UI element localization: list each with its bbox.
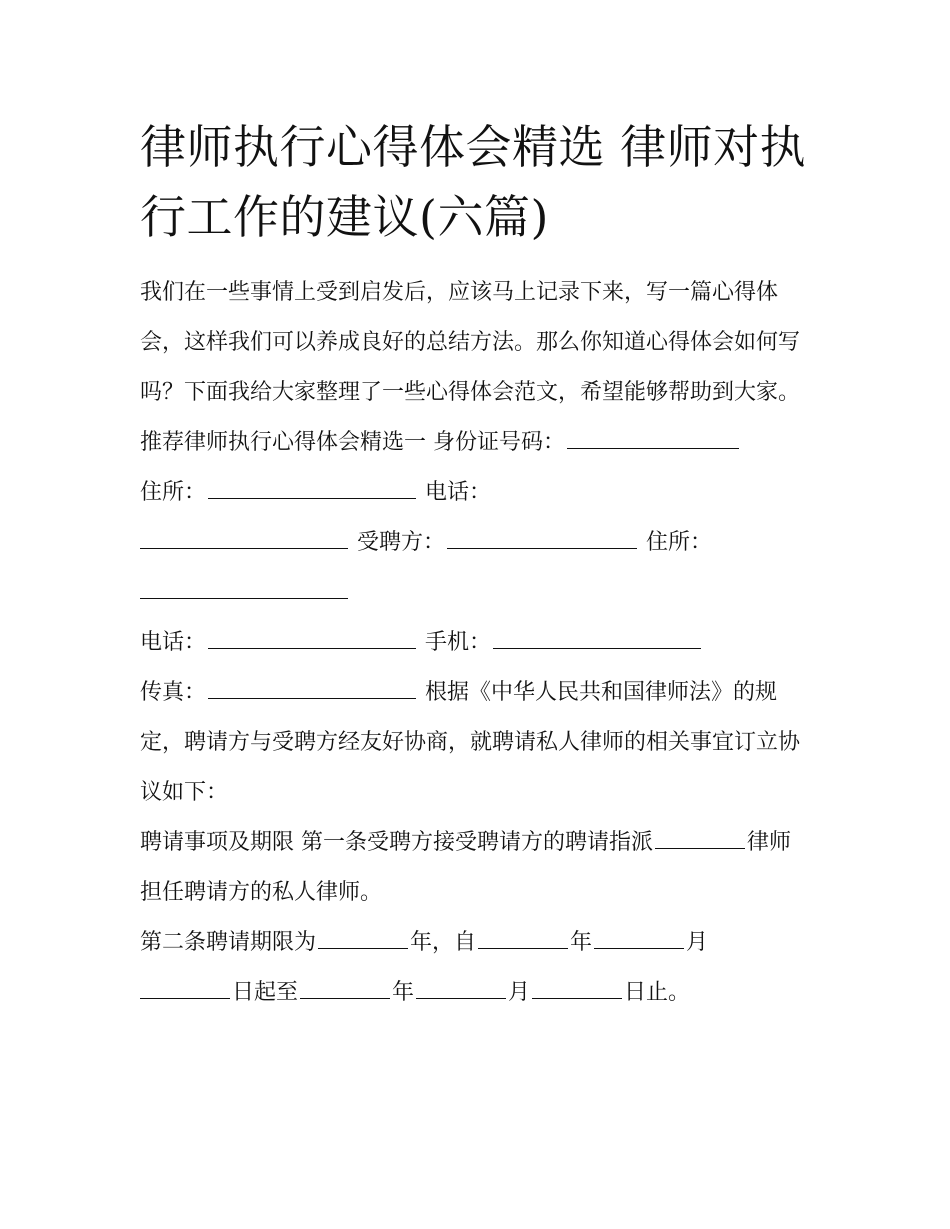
end-month-label: 月	[508, 980, 531, 1005]
section-heading: 聘请事项及期限	[140, 830, 295, 855]
clause2-text: 第二条聘请期限为	[140, 930, 317, 955]
address-blank[interactable]	[208, 478, 416, 499]
form-line-4	[140, 568, 812, 618]
document-title: 律师执行心得体会精选 律师对执行工作的建议(六篇)	[140, 120, 807, 244]
form-line-1	[140, 418, 812, 468]
phone-label: 电话：	[425, 480, 492, 505]
year-from-label: 年，自	[410, 930, 477, 955]
law-text: 根据《中华人民共和国律师法》的规定，聘请方与受聘方经友好协商，就聘请私人律师的相关事宜订立协议如下：	[140, 680, 801, 805]
end-day-blank[interactable]	[532, 978, 622, 999]
end-month-blank[interactable]	[416, 978, 506, 999]
form-section	[140, 418, 812, 668]
phone-label-2: 电话：	[140, 630, 207, 655]
clause1-text: 第一条受聘方接受聘请方的聘请指派	[301, 830, 654, 855]
lawyer-name-blank[interactable]	[655, 828, 745, 849]
mobile-blank[interactable]	[493, 628, 701, 649]
start-day-blank[interactable]	[140, 978, 230, 999]
end-year-blank[interactable]	[300, 978, 390, 999]
form-line-2	[140, 468, 812, 518]
clause-2	[140, 918, 812, 1018]
form-heading: 推荐律师执行心得体会精选一	[140, 430, 427, 455]
address-label: 住所：	[140, 480, 207, 505]
phone-blank-2[interactable]	[208, 628, 416, 649]
employee-blank[interactable]	[447, 528, 637, 549]
start-year-label: 年	[570, 930, 593, 955]
term-years-blank[interactable]	[318, 928, 408, 949]
day-end-label: 日止。	[624, 980, 691, 1005]
clause-1	[140, 818, 812, 918]
form-line-3	[140, 518, 812, 568]
fax-label: 传真：	[140, 680, 207, 705]
phone-blank[interactable]	[140, 528, 348, 549]
start-year-blank[interactable]	[478, 928, 568, 949]
start-month-blank[interactable]	[594, 928, 684, 949]
start-month-label: 月	[686, 930, 709, 955]
id-blank[interactable]	[567, 428, 739, 449]
clause2-line-2	[140, 968, 812, 1018]
clause2-line-1	[140, 918, 812, 968]
law-paragraph	[140, 668, 812, 818]
form-line-5	[140, 618, 812, 668]
address-blank-2[interactable]	[140, 578, 348, 599]
document-page	[140, 112, 812, 1018]
fax-blank[interactable]	[208, 678, 416, 699]
mobile-label: 手机：	[425, 630, 492, 655]
end-year-label: 年	[392, 980, 415, 1005]
day-from-label: 日起至	[232, 980, 299, 1005]
id-label: 身份证号码：	[433, 430, 566, 455]
address-label-2: 住所：	[646, 530, 713, 555]
clause1-text-b: 律师担任聘请方的私人律师。	[140, 830, 792, 905]
intro-paragraph: 我们在一些事情上受到启发后，应该马上记录下来，写一篇心得体会，这样我们可以养成良好的总结方法。那么你知道心得体会如何写吗？下面我给大家整理了一些心得体会范文，希望能够帮助到大家。	[140, 280, 801, 405]
employee-label: 受聘方：	[357, 530, 446, 555]
